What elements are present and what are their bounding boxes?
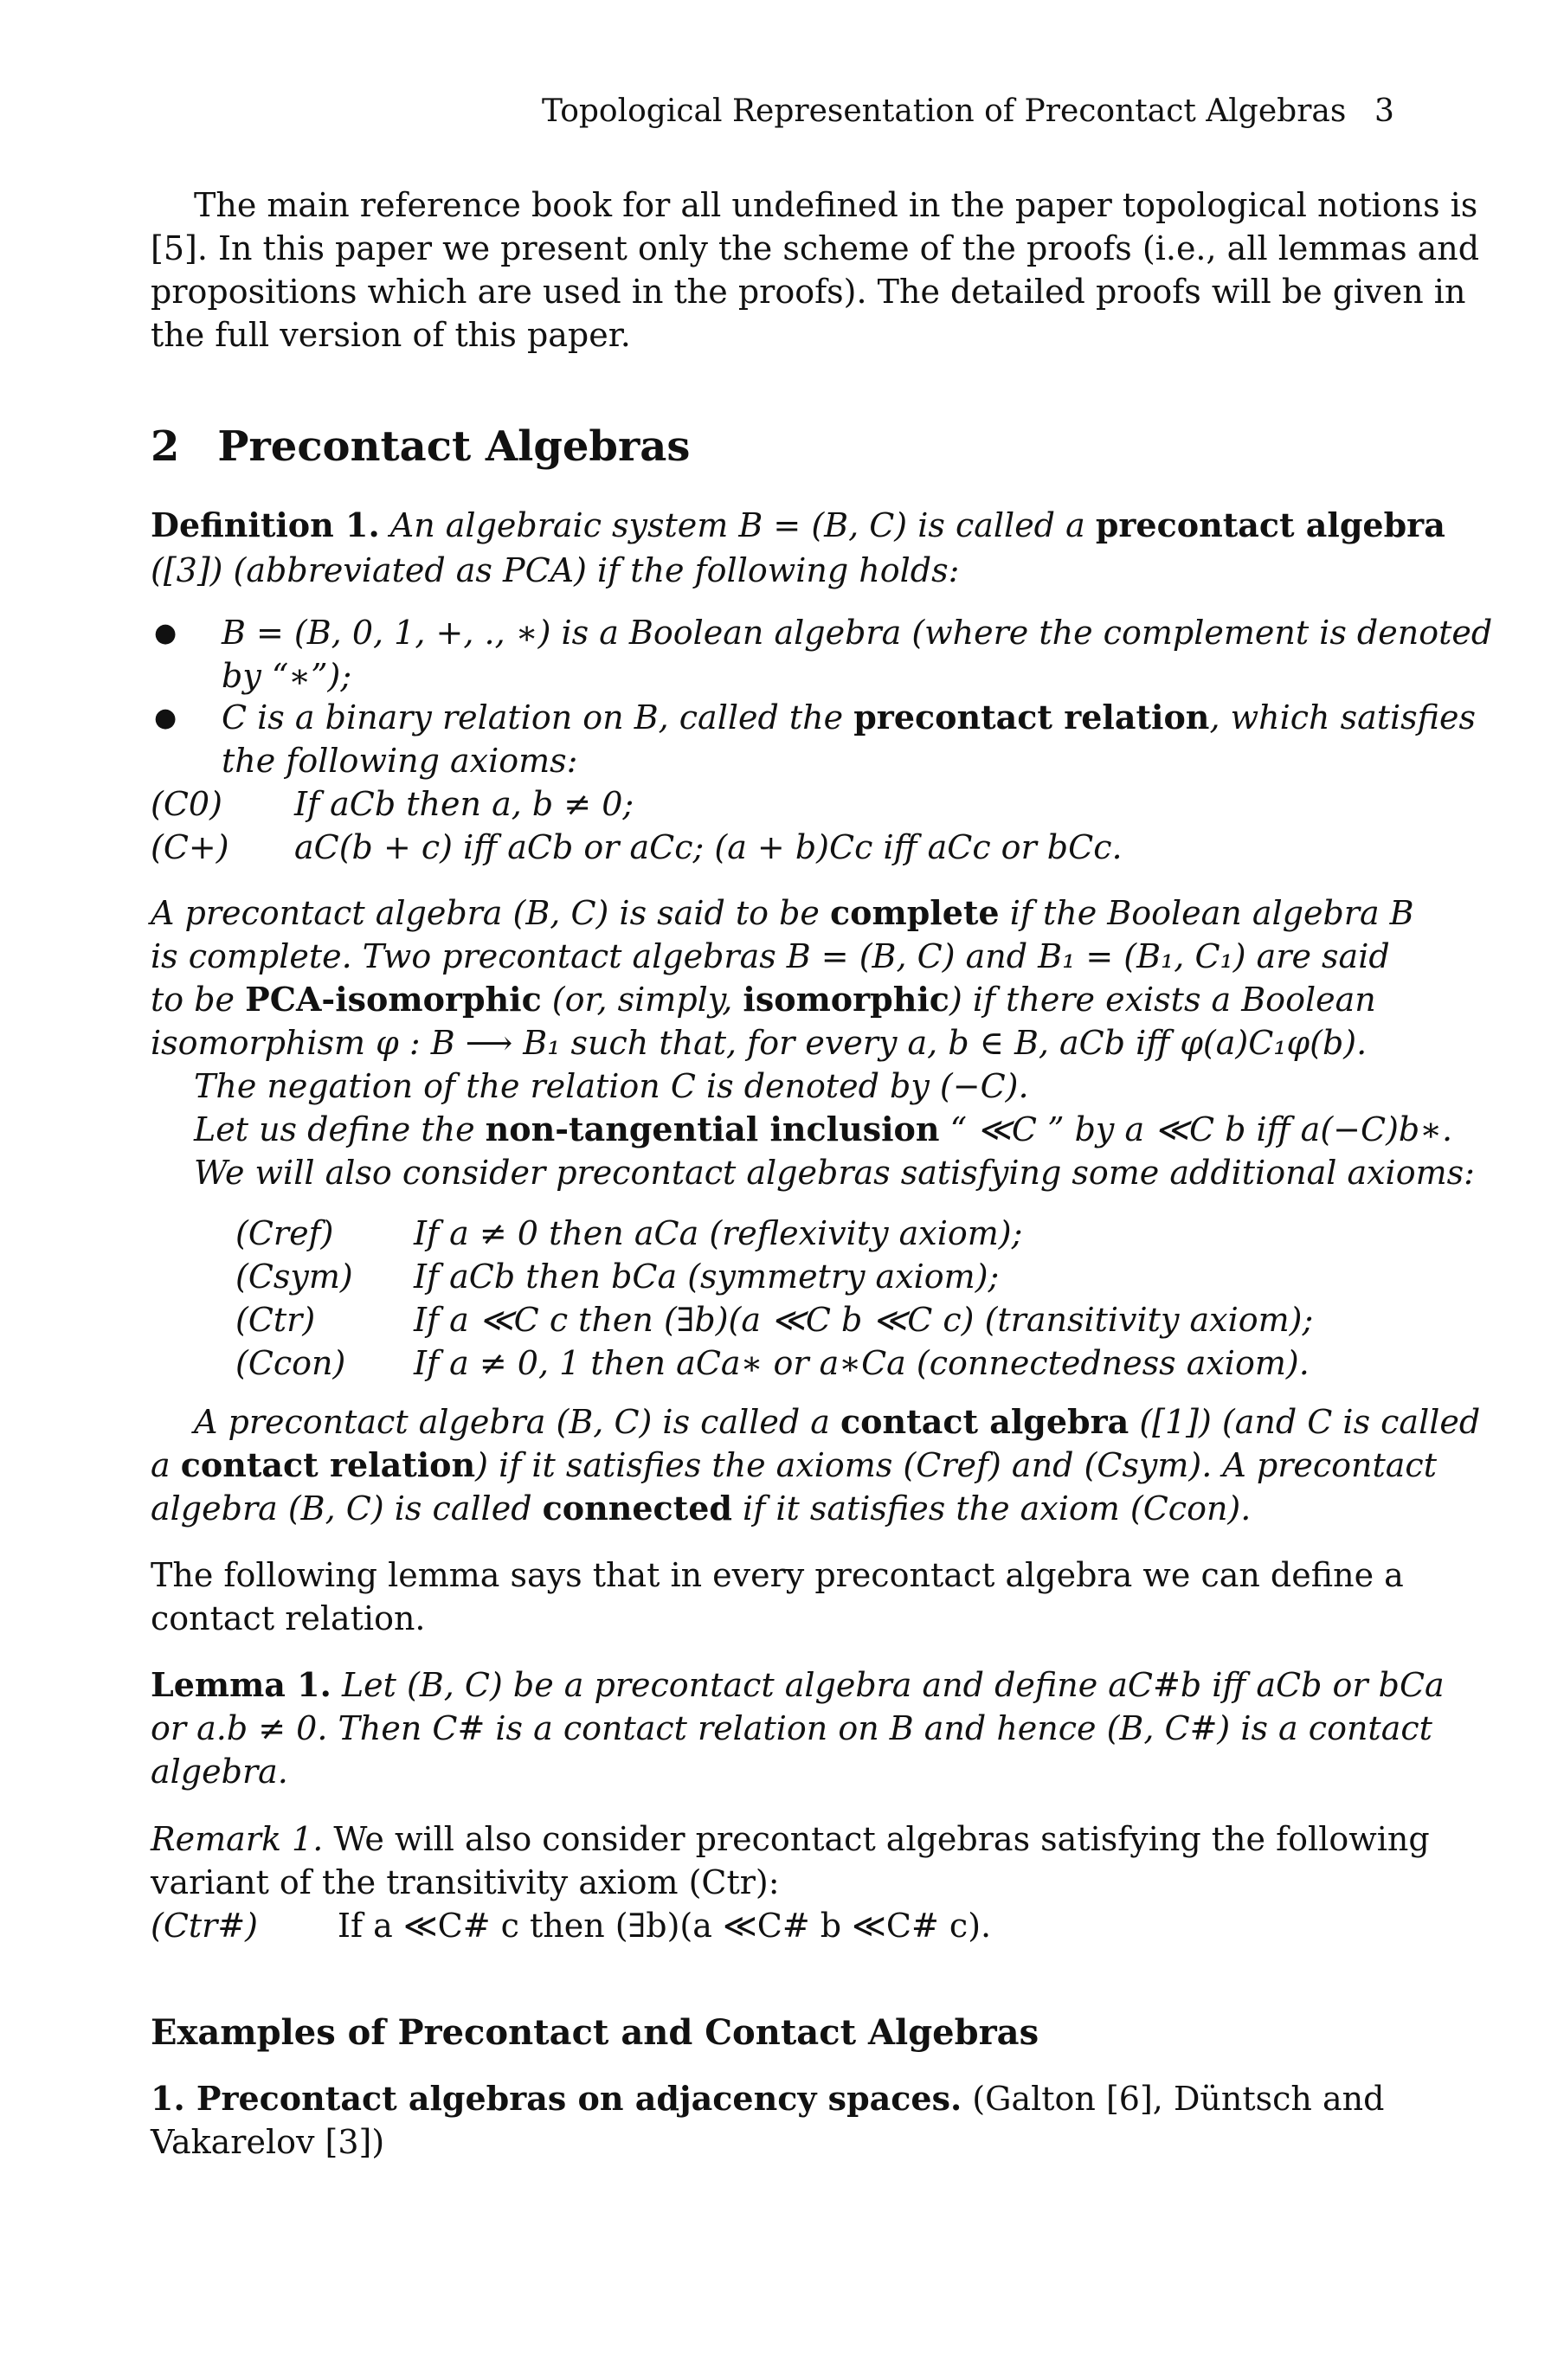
remark-text-1: We will also consider precontact algebras satisfying the following xyxy=(333,1820,1430,1858)
page-number: 3 xyxy=(1374,93,1394,129)
axiom-c0-tag: (C0) xyxy=(151,785,222,823)
isomorphic-term: isomorphic xyxy=(743,980,949,1019)
ntp-text-b: “ ≪C ” by a ≪C b iff a(−C)b∗. xyxy=(939,1110,1453,1148)
iso-text-b: (or, simply, xyxy=(541,981,743,1019)
lemma-text-1: Let (B, C) be a precontact algebra and define aC#b iff aCb or bCa xyxy=(341,1666,1445,1704)
examples-heading: Examples of Precontact and Contact Algebras xyxy=(151,2012,1039,2053)
contact-line-1 xyxy=(194,1400,1481,1444)
axiom-cplus-text: aC(b + c) iff aCb or aCc; (a + b)Cc iff aCc or bCc. xyxy=(294,828,1123,866)
remark-label: Remark 1. xyxy=(151,1820,324,1858)
complete-line-3 xyxy=(151,978,1399,1021)
lemma-intro-line-1: The following lemma says that in every precontact algebra we can define a xyxy=(151,1556,1404,1594)
bullet2-text-a: C is a binary relation on B, called the xyxy=(222,698,854,737)
example-1-line-1 xyxy=(151,2077,1399,2120)
ntp-inclusion-line xyxy=(194,1108,1453,1151)
bullet2-text-b: , which satisfies xyxy=(1209,698,1476,737)
intro-line-1: The main reference book for all undefined in the paper topological notions is xyxy=(194,186,1478,224)
definition-l1-text: An algebraic system B = (B, C) is called a xyxy=(389,506,1096,544)
lemma-intro-line-2: contact relation. xyxy=(151,1599,426,1637)
contact-line-2 xyxy=(151,1444,1437,1487)
intro-line-4: the full version of this paper. xyxy=(151,316,631,354)
definition-label: Definition 1. xyxy=(151,505,380,544)
contact-algebra-term: contact algebra xyxy=(840,1402,1129,1441)
axiom-cref-tag: (Cref) xyxy=(235,1214,334,1252)
definition-line-2: ([3]) (abbreviated as PCA) if the following holds: xyxy=(151,551,960,589)
definition-term: precontact algebra xyxy=(1095,505,1445,544)
precontact-relation-term: precontact relation xyxy=(853,698,1210,737)
remark-line-1 xyxy=(151,1817,1430,1861)
complete-text-b: if the Boolean algebra B xyxy=(999,894,1414,932)
contact-relation-term: contact relation xyxy=(180,1445,476,1484)
intro-line-3: propositions which are used in the proofs). The detailed proofs will be given in xyxy=(151,273,1466,311)
connected-term: connected xyxy=(542,1489,732,1528)
axiom-ccon-text: If a ≠ 0, 1 then aCa∗ or a∗Ca (connectedness axiom). xyxy=(414,1344,1310,1382)
definition-bullet2-line1 xyxy=(222,696,1476,739)
running-title: Topological Representation of Precontact Algebras xyxy=(542,93,1347,129)
axiom-csym-tag: (Csym) xyxy=(235,1258,353,1296)
remark-line-2: variant of the transitivity axiom (Ctr): xyxy=(151,1863,780,1901)
definition-bullet2-line2: the following axioms: xyxy=(222,742,578,780)
connected-text-a: algebra (B, C) is called xyxy=(151,1489,543,1528)
intro-line-2: [5]. In this paper we present only the scheme of the proofs (i.e., all lemmas and xyxy=(151,229,1480,267)
iso-text-c: ) if there exists a Boolean xyxy=(949,981,1376,1019)
axiom-ctr-hash-text: If a ≪C# c then (∃b)(a ≪C# b ≪C# c). xyxy=(338,1907,992,1945)
non-tangential-inclusion-term: non-tangential inclusion xyxy=(485,1110,940,1148)
section-title: Precontact Algebras xyxy=(217,422,691,471)
contact-text-b: ([1]) (and C is called xyxy=(1129,1403,1481,1441)
axiom-csym-text: If aCb then bCa (symmetry axiom); xyxy=(414,1258,1000,1296)
axiom-ctr-text: If a ≪C c then (∃b)(a ≪C b ≪C c) (transitivity axiom); xyxy=(414,1301,1314,1339)
contact-line-3 xyxy=(151,1487,1399,1530)
connected-text-b: if it satisfies the axiom (Ccon). xyxy=(731,1489,1252,1528)
axiom-ccon-tag: (Ccon) xyxy=(235,1344,346,1382)
example-1-citation: (Galton [6], Düntsch and xyxy=(962,2080,1385,2118)
section-heading xyxy=(151,422,690,471)
bullet-icon: ● xyxy=(154,618,177,648)
section-number: 2 xyxy=(151,422,180,471)
definition-bullet1-line1: B = (B, 0, 1, +, ., ∗) is a Boolean algebra (where the complement is denoted xyxy=(222,614,1493,652)
contact-text-a: A precontact algebra (B, C) is called a xyxy=(194,1403,841,1441)
complete-line-4: isomorphism φ : B ⟶ B₁ such that, for every a, b ∈ B, aCb iff φ(a)C₁φ(b). xyxy=(151,1024,1368,1062)
contact-rel-text-b: ) if it satisfies the axioms (Cref) and (Csym). A precontact xyxy=(475,1446,1437,1484)
additional-axioms-line: We will also consider precontact algebras satisfying some additional axioms: xyxy=(194,1154,1475,1192)
example-1-line-2: Vakarelov [3]) xyxy=(151,2123,385,2161)
complete-line-2: is complete. Two precontact algebras B = (B, C) and B₁ = (B₁, C₁) are said xyxy=(151,937,1390,975)
lemma-line-3: algebra. xyxy=(151,1753,288,1791)
axiom-cplus-tag: (C+) xyxy=(151,828,229,866)
axiom-ctr-tag: (Ctr) xyxy=(235,1301,316,1339)
lemma-line-1 xyxy=(151,1663,1445,1707)
lemma-label: Lemma 1. xyxy=(151,1665,331,1704)
complete-text-a: A precontact algebra (B, C) is said to be xyxy=(151,894,830,932)
complete-line-1 xyxy=(151,891,1414,935)
iso-text-a: to be xyxy=(151,981,246,1019)
lemma-line-2: or a.b ≠ 0. Then C# is a contact relation on B and hence (B, C#) is a contact xyxy=(151,1709,1432,1747)
example-1-label: 1. Precontact algebras on adjacency spaces. xyxy=(151,2079,962,2118)
negation-line: The negation of the relation C is denoted by (−C). xyxy=(194,1067,1029,1105)
ntp-text-a: Let us define the xyxy=(194,1110,486,1148)
contact-rel-text-a: a xyxy=(151,1446,181,1484)
axiom-c0-text: If aCb then a, b ≠ 0; xyxy=(294,785,634,823)
complete-term: complete xyxy=(830,893,1000,932)
definition-bullet1-line2: by “∗”); xyxy=(222,657,352,695)
axiom-ctr-hash-tag: (Ctr#) xyxy=(151,1907,259,1945)
axiom-cref-text: If a ≠ 0 then aCa (reflexivity axiom); xyxy=(414,1214,1023,1252)
definition-line-1 xyxy=(151,504,1445,547)
pca-isomorphic-term: PCA-isomorphic xyxy=(245,980,542,1019)
bullet-icon: ● xyxy=(154,703,177,733)
